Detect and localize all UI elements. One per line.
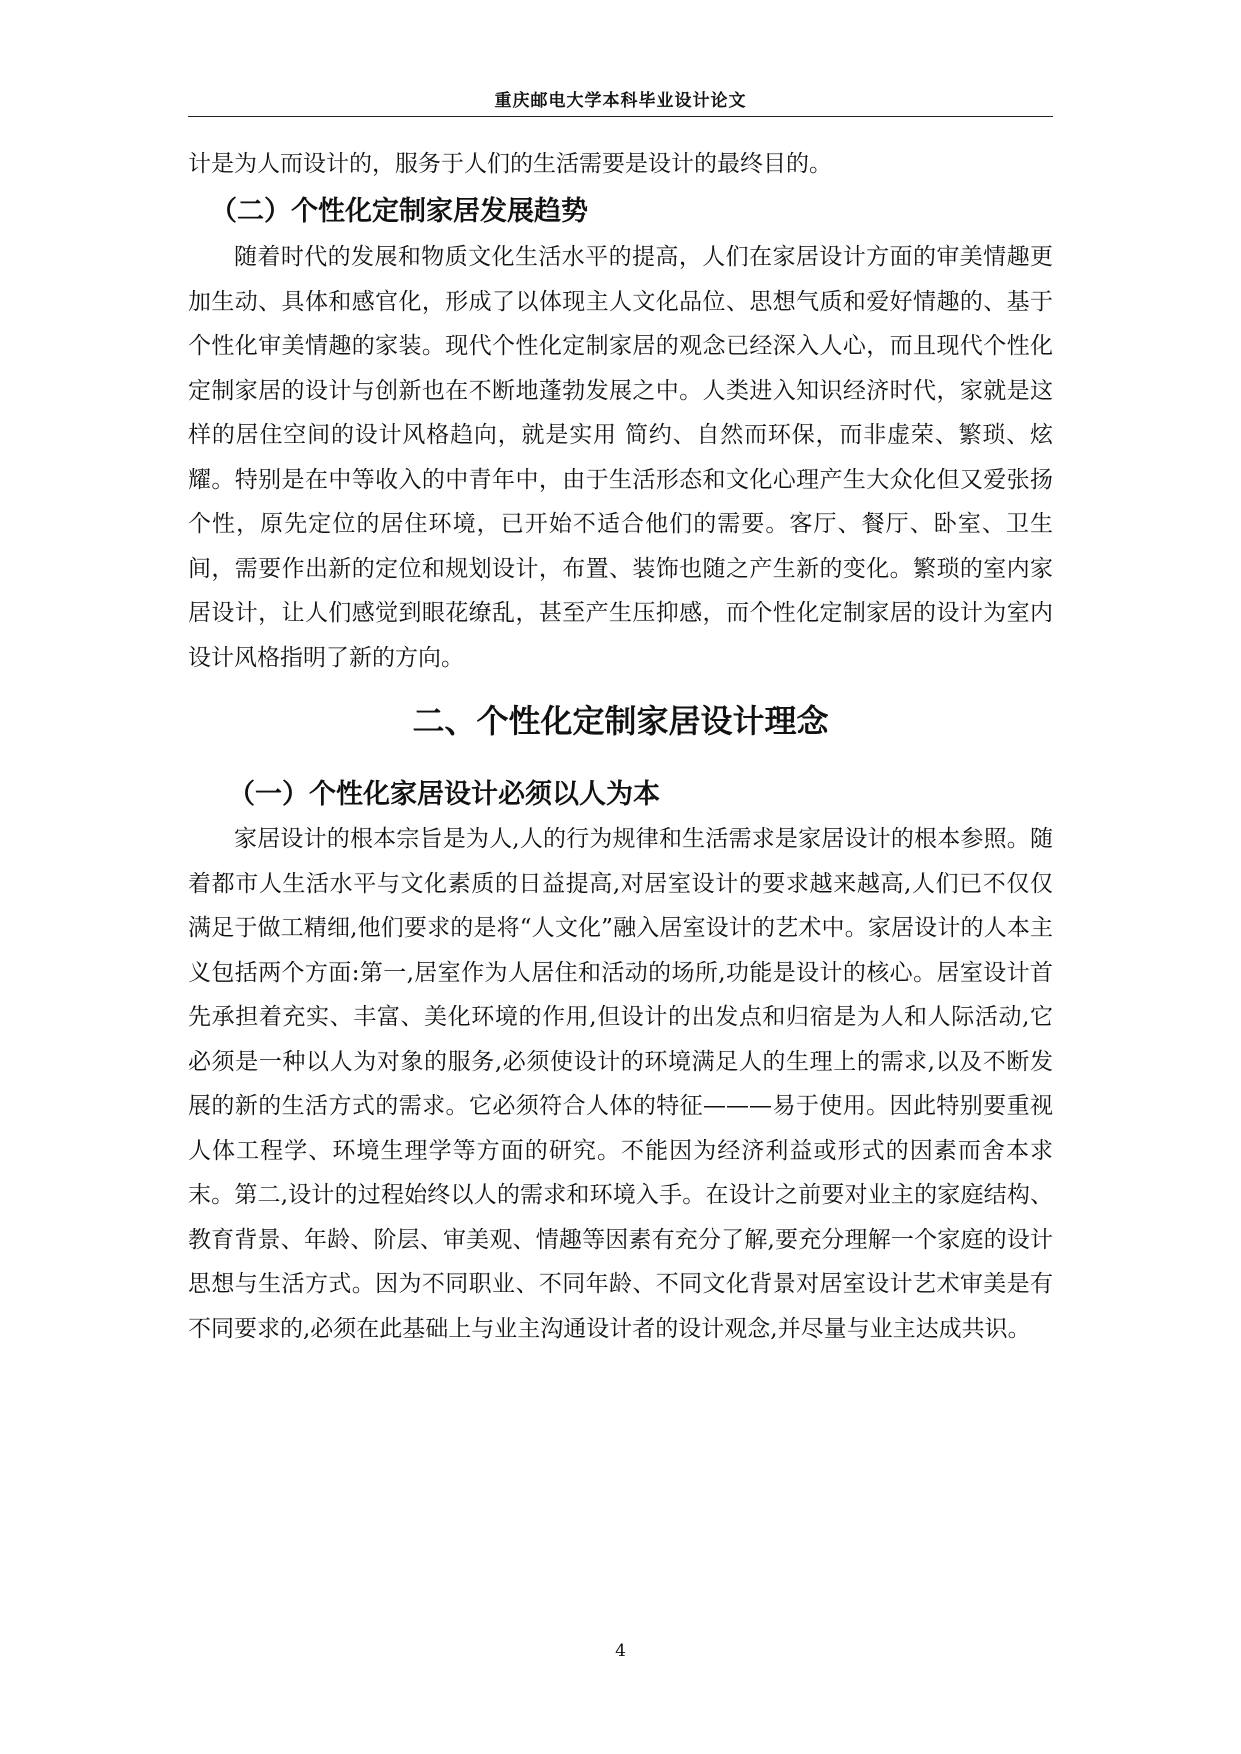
section-body-trends: 随着时代的发展和物质文化生活水平的提高，人们在家居设计方面的审美情趣更加生动、具体和感官化，形成了以体现主人文化品位、思想气质和爱好情趣的、基于个性化审美情趣的家装。现代个性化定制家居的观念已经深入人心，而且现代个性化定制家居的设计与创新也在不断地蓬勃发展之中。人类进入知识经济时代，家就是这样的居住空间的设计风格趋向，就是实用 简约、自然而环保，而非虚荣、繁琐、炫耀。特别是在中等收入的中青年中，由于生活形态和文化心理产生大众化但又爱张扬个性，原先定位的居住环境，已开始不适合他们的需要。客厅、餐厅、卧室、卫生间，需要作出新的定位和规划设计，布置、装饰也随之产生新的变化。繁琐的室内家居设计，让人们感觉到眼花缭乱，甚至产生压抑感，而个性化定制家居的设计为室内设计风格指明了新的方向。	[188, 244, 1053, 671]
section-body-people-oriented: 家居设计的根本宗旨是为人,人的行为规律和生活需求是家居设计的根本参照。随着都市人生活水平与文化素质的日益提高,对居室设计的要求越来越高,人们已不仅仅满足于做工精细,他们要求的是将“人文化”融入居室设计的艺术中。家居设计的人本主义包括两个方面:第一,居室作为人居住和活动的场所,功能是设计的核心。居室设计首先承担着充实、丰富、美化环境的作用,但设计的出发点和归宿是为人和人际活动,它必须是一种以人为对象的服务,必须使设计的环境满足人的生理上的需求,以及不断发展的新的生活方式的需求。它必须符合人体的特征———易于使用。因此特别要重视人体工程学、环境生理学等方面的研究。不能因为经济利益或形式的因素而舍本求末。第二,设计的过程始终以人的需求和环境入手。在设计之前要对业主的家庭结构、教育背景、年龄、阶层、审美观、情趣等因素有充分了解,要充分理解一个家庭的设计思想与生活方式。因为不同职业、不同年龄、不同文化背景对居室设计艺术审美是有不同要求的,必须在此基础上与业主沟通设计者的设计观念,并尽量与业主达成共识。	[188, 826, 1053, 1342]
section-heading-people-oriented: （一）个性化家居设计必须以人为本	[228, 779, 660, 810]
header-divider	[188, 116, 1053, 117]
chapter-heading-design-concept: 二、个性化定制家居设计理念	[412, 702, 829, 740]
running-header-title: 重庆邮电大学本科毕业设计论文	[494, 91, 747, 111]
section-heading-trends: （二）个性化定制家居发展趋势	[210, 196, 588, 227]
intro-paragraph: 计是为人而设计的，服务于人们的生活需要是设计的最终目的。	[188, 151, 832, 177]
page-number: 4	[615, 1641, 626, 1661]
